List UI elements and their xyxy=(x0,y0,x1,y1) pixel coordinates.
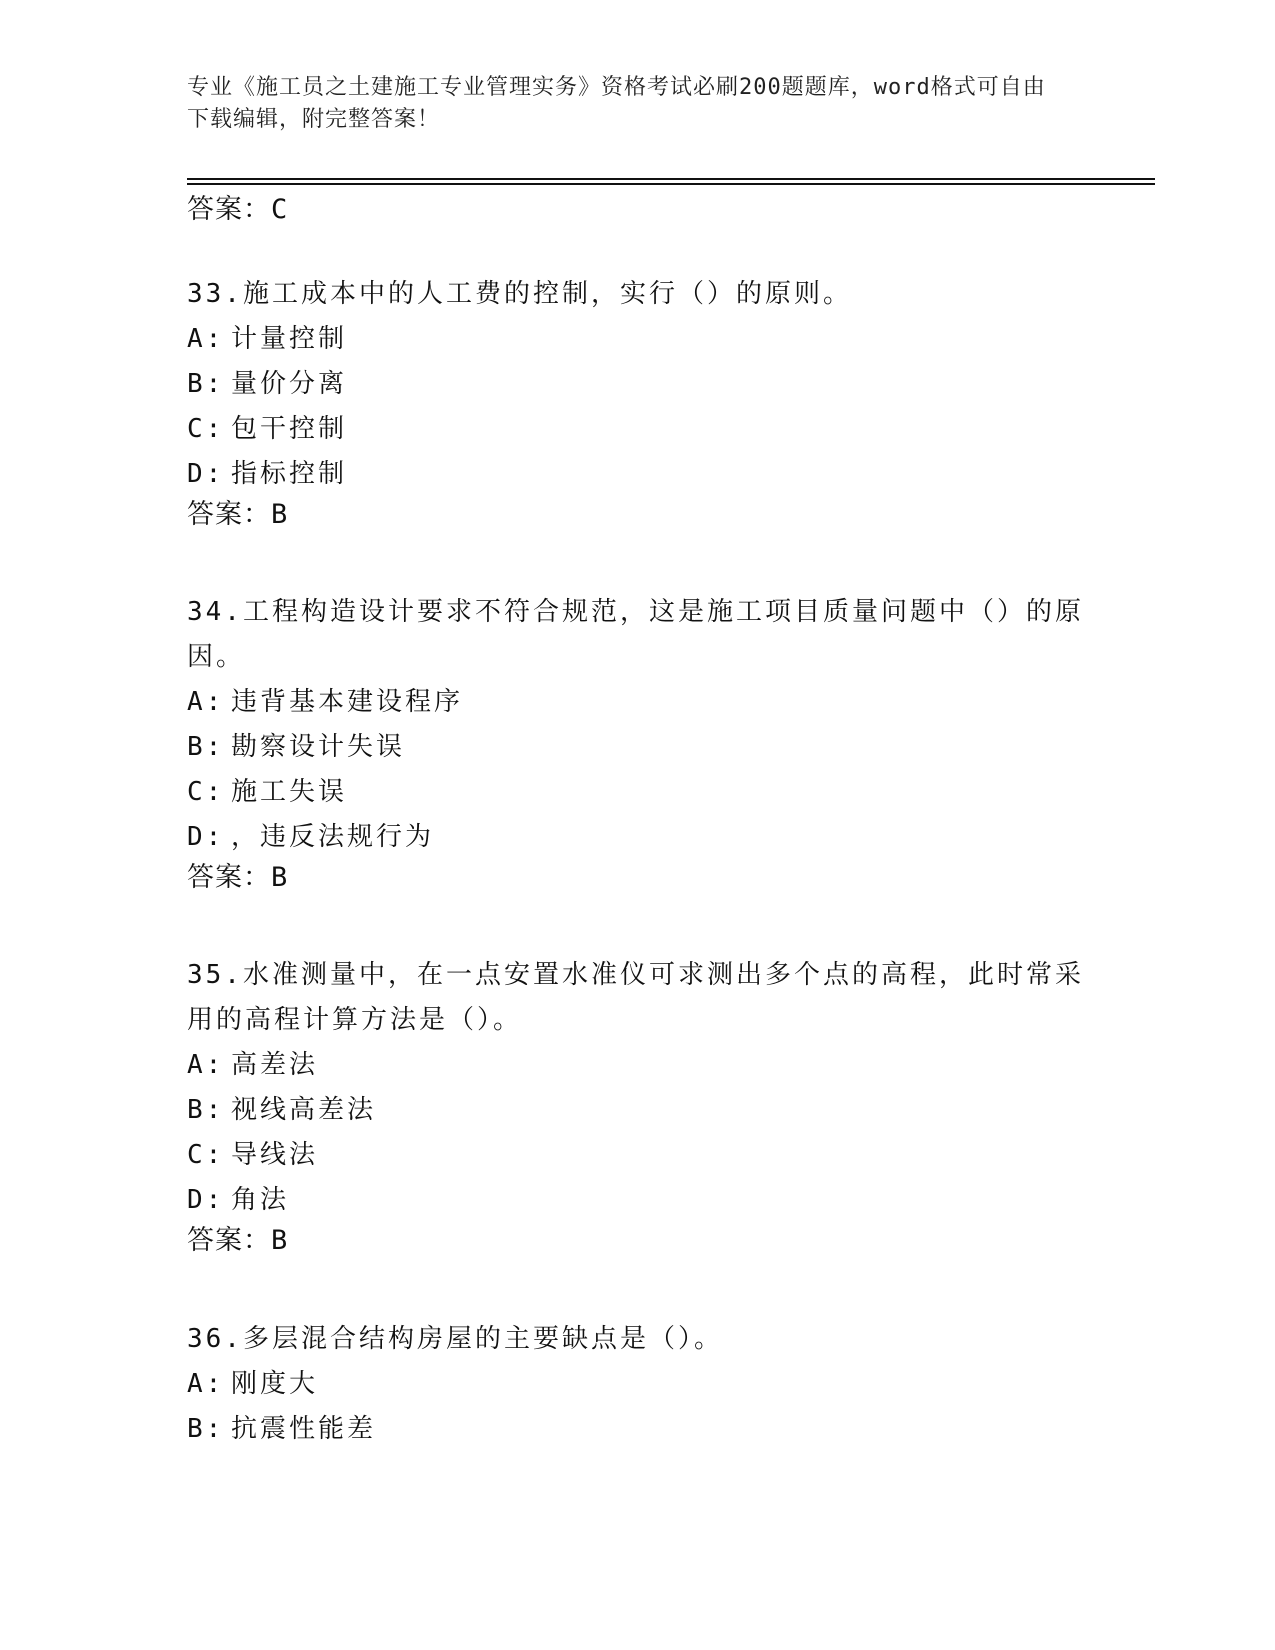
question-stem xyxy=(187,272,1087,317)
question-number: 36. xyxy=(187,1324,243,1354)
answer-label: 答案： xyxy=(187,194,271,225)
question-35 xyxy=(187,953,1087,1268)
option-b xyxy=(187,725,1087,770)
question-33 xyxy=(187,272,1087,542)
question-number: 34. xyxy=(187,597,243,627)
option-d xyxy=(187,1178,1087,1223)
option-a xyxy=(187,1043,1087,1088)
option-text: 刚度大 xyxy=(231,1369,319,1399)
answer-value: C xyxy=(271,194,289,225)
header-text: 专业《施工员之土建施工专业管理实务》资格考试必刷200题题库，word格式可自由下载编辑，附完整答案！ xyxy=(187,75,1046,132)
option-text: 量价分离 xyxy=(231,369,348,399)
answer-label: 答案： xyxy=(187,862,271,893)
option-key: C: xyxy=(187,777,225,807)
question-stem xyxy=(187,590,1087,680)
option-text: 高差法 xyxy=(231,1050,319,1080)
question-stem xyxy=(187,953,1087,1043)
option-a xyxy=(187,680,1087,725)
question-number: 33. xyxy=(187,279,243,309)
option-key: B: xyxy=(187,732,225,762)
option-key: B: xyxy=(187,1095,225,1125)
option-d xyxy=(187,815,1087,860)
option-key: B: xyxy=(187,369,225,399)
question-text: 施工成本中的人工费的控制，实行（）的原则。 xyxy=(242,279,852,309)
option-text: 抗震性能差 xyxy=(231,1414,377,1444)
option-key: B: xyxy=(187,1414,225,1444)
option-b xyxy=(187,362,1087,407)
option-text: 勘察设计失误 xyxy=(231,732,406,762)
answer-label: 答案： xyxy=(187,1225,271,1256)
option-b xyxy=(187,1407,1087,1452)
document-header xyxy=(187,72,1067,136)
answer-value: B xyxy=(271,862,289,893)
option-key: A: xyxy=(187,1369,225,1399)
answer-label: 答案： xyxy=(187,499,271,530)
option-text: 计量控制 xyxy=(231,324,348,354)
option-a xyxy=(187,317,1087,362)
option-key: A: xyxy=(187,324,225,354)
prev-answer xyxy=(187,192,1087,237)
header-divider-top xyxy=(187,178,1155,180)
question-stem xyxy=(187,1317,1087,1362)
answer xyxy=(187,860,1087,905)
question-text: 工程构造设计要求不符合规范，这是施工项目质量问题中（）的原因。 xyxy=(187,597,1084,672)
answer-value: B xyxy=(271,499,289,530)
option-key: C: xyxy=(187,414,225,444)
answer-value: B xyxy=(271,1225,289,1256)
option-c xyxy=(187,407,1087,452)
header-divider-bottom xyxy=(187,183,1155,185)
option-key: A: xyxy=(187,687,225,717)
option-c xyxy=(187,770,1087,815)
option-key: D: xyxy=(187,822,225,852)
answer xyxy=(187,1223,1087,1268)
option-text: 包干控制 xyxy=(231,414,348,444)
option-text: 施工失误 xyxy=(231,777,348,807)
option-d xyxy=(187,452,1087,497)
question-text: 水准测量中，在一点安置水准仪可求测出多个点的高程，此时常采用的高程计算方法是（）。 xyxy=(187,960,1084,1035)
option-a xyxy=(187,1362,1087,1407)
option-key: A: xyxy=(187,1050,225,1080)
option-b xyxy=(187,1088,1087,1133)
question-36 xyxy=(187,1317,1087,1452)
question-34 xyxy=(187,590,1087,905)
answer xyxy=(187,497,1087,542)
option-text: 导线法 xyxy=(231,1140,319,1170)
option-key: D: xyxy=(187,459,225,489)
option-text: 角法 xyxy=(231,1185,290,1215)
option-text: 视线高差法 xyxy=(231,1095,377,1125)
question-text: 多层混合结构房屋的主要缺点是（）。 xyxy=(242,1324,723,1354)
option-key: C: xyxy=(187,1140,225,1170)
option-c xyxy=(187,1133,1087,1178)
question-number: 35. xyxy=(187,960,243,990)
option-text: 违背基本建设程序 xyxy=(231,687,464,717)
option-key: D: xyxy=(187,1185,225,1215)
option-text: ，违反法规行为 xyxy=(231,822,435,852)
option-text: 指标控制 xyxy=(231,459,348,489)
